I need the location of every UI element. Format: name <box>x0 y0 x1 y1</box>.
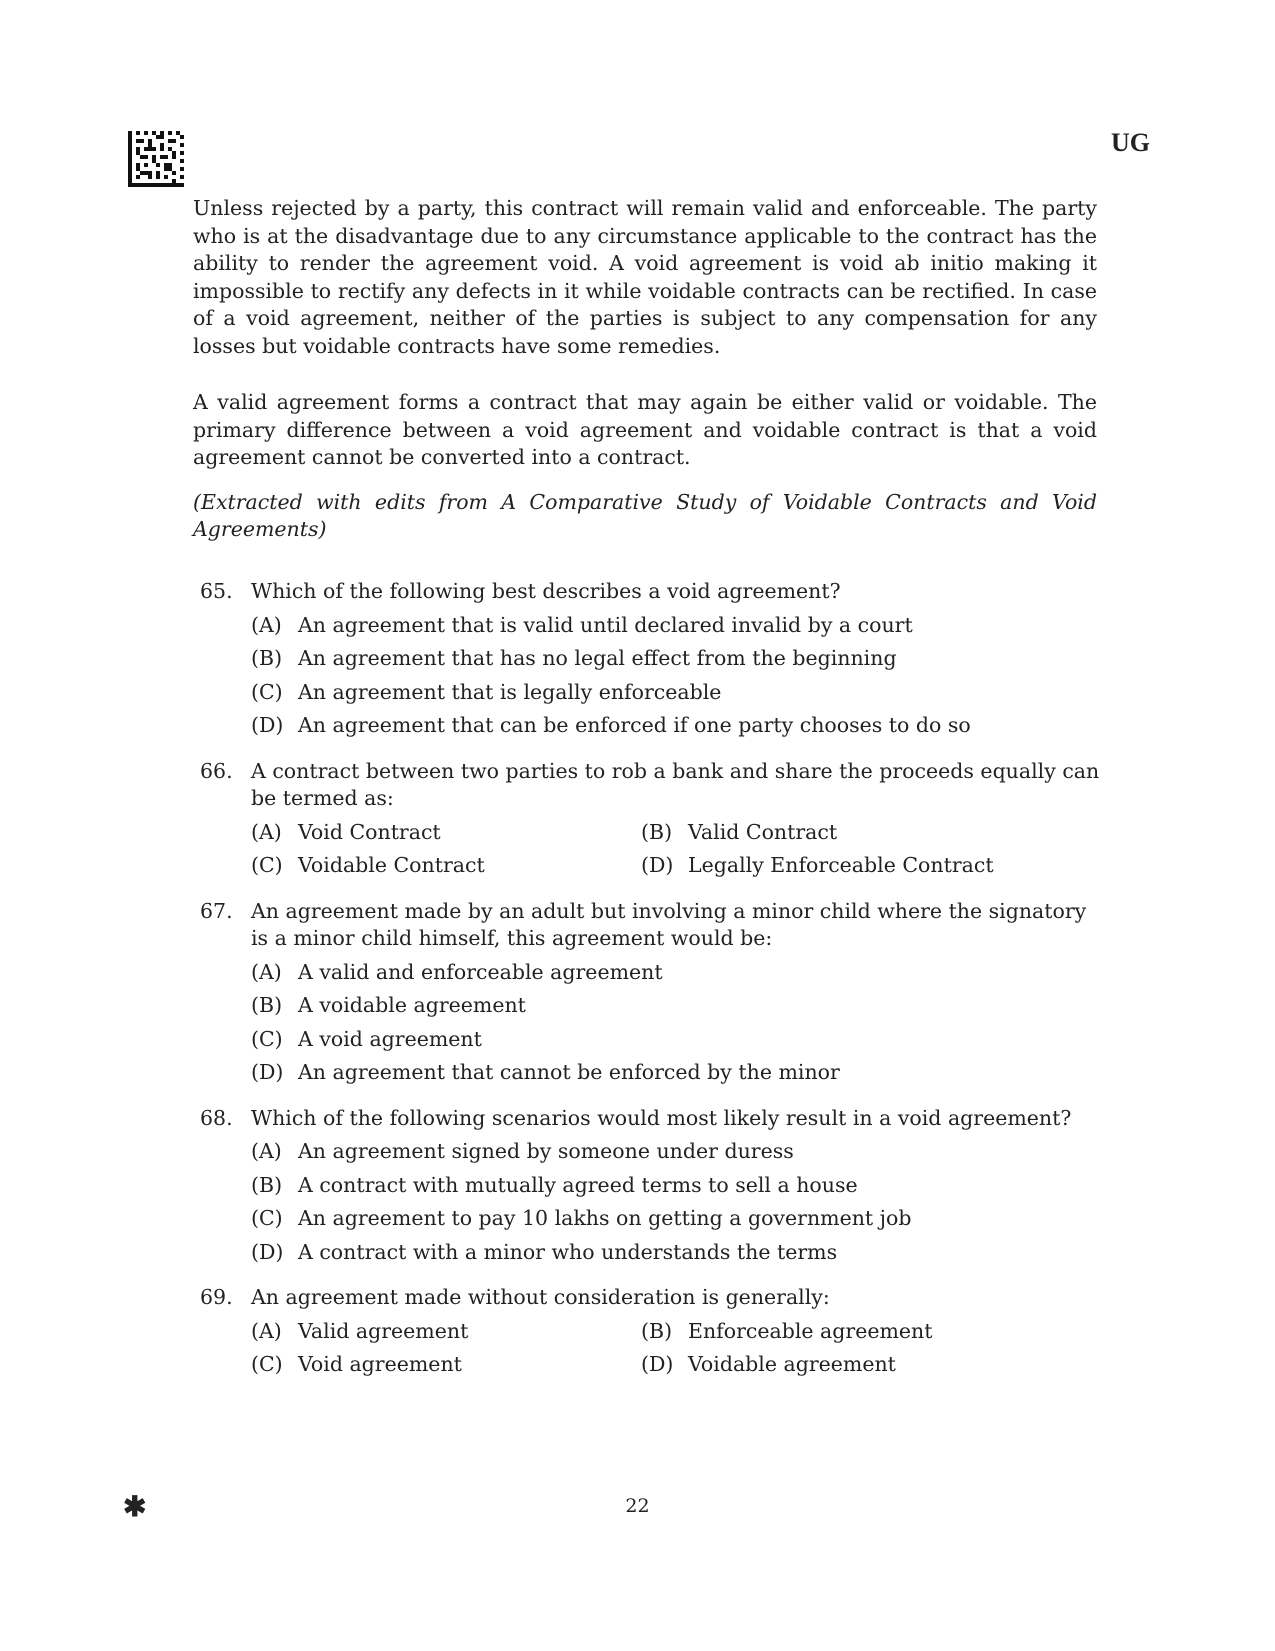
passage-paragraph: A valid agreement forms a contract that may again be either valid or voidable. The primary difference between a void agreement and voidable contract is that a void agreement cannot be converted into a contract. <box>193 390 1097 469</box>
question-68 <box>200 1105 1100 1267</box>
option-letter: (A) <box>251 612 282 637</box>
option-letter: (C) <box>251 1352 283 1376</box>
option-text: A valid and enforceable agreement <box>298 959 663 984</box>
option-letter: (C) <box>251 1206 283 1230</box>
option-text: Voidable Contract <box>298 853 485 877</box>
option-letter: (B) <box>251 1172 283 1197</box>
option-text: Voidable agreement <box>688 1352 896 1376</box>
option-letter: (A) <box>251 959 282 984</box>
star-icon: ✱ <box>123 1490 147 1523</box>
option-b <box>641 1318 1041 1346</box>
question-66 <box>200 758 1100 880</box>
option-b <box>251 645 1100 673</box>
option-letter: (B) <box>641 819 673 844</box>
option-text: An agreement signed by someone under duress <box>298 1139 794 1163</box>
option-text: Enforceable agreement <box>688 1318 933 1343</box>
option-c <box>251 679 1100 707</box>
option-text: An agreement that is legally enforceable <box>298 679 722 704</box>
option-d <box>251 712 1100 740</box>
option-text: Valid Contract <box>688 819 838 844</box>
question-stem: An agreement made without consideration is generally: <box>251 1285 830 1309</box>
paper-tag: UG <box>1111 128 1150 157</box>
option-c <box>251 852 641 880</box>
option-text: Void Contract <box>298 819 441 844</box>
reading-passage <box>193 195 1097 544</box>
page-number: 22 <box>625 1495 650 1517</box>
option-text: An agreement that cannot be enforced by the minor <box>298 1060 840 1084</box>
option-letter: (A) <box>251 1318 282 1343</box>
option-text: An agreement that is valid until declared invalid by a court <box>298 612 913 637</box>
option-letter: (B) <box>251 646 283 670</box>
option-a <box>251 819 641 847</box>
option-b <box>251 992 1100 1020</box>
option-text: Void agreement <box>298 1352 462 1376</box>
option-letter: (D) <box>251 1060 284 1084</box>
question-stem: Which of the following best describes a void agreement? <box>251 579 841 603</box>
option-letter: (D) <box>641 853 674 877</box>
question-number: 66. <box>200 758 233 783</box>
question-number: 67. <box>200 898 233 923</box>
option-letter: (A) <box>251 819 282 844</box>
option-b <box>251 1172 1100 1200</box>
option-letter: (A) <box>251 1139 282 1163</box>
passage-source: (Extracted with edits from A Comparative Study of Voidable Contracts and Void Agreements) <box>193 489 1097 541</box>
question-number: 65. <box>200 579 233 603</box>
question-stem: A contract between two parties to rob a bank and share the proceeds equally can be termed as: <box>251 758 1100 810</box>
option-text: A contract with a minor who understands the terms <box>298 1239 838 1264</box>
option-text: Legally Enforceable Contract <box>688 853 994 877</box>
question-number: 68. <box>200 1105 233 1130</box>
option-d <box>251 1059 1100 1087</box>
option-c <box>251 1026 1100 1054</box>
option-text: A contract with mutually agreed terms to sell a house <box>298 1172 858 1197</box>
option-letter: (C) <box>251 679 283 704</box>
option-c <box>251 1351 641 1379</box>
option-b <box>641 819 1041 847</box>
option-letter: (B) <box>251 993 283 1017</box>
question-list <box>200 578 1100 1397</box>
option-text: An agreement to pay 10 lakhs on getting a government job <box>298 1206 912 1230</box>
option-text: An agreement that has no legal effect from the beginning <box>298 646 897 670</box>
qr-code <box>128 131 184 187</box>
question-number: 69. <box>200 1285 233 1309</box>
option-letter: (B) <box>641 1318 673 1343</box>
question-65 <box>200 578 1100 740</box>
option-letter: (D) <box>641 1352 674 1376</box>
option-a <box>251 1138 1100 1166</box>
option-text: A void agreement <box>298 1026 482 1051</box>
option-d <box>641 1351 1041 1379</box>
option-a <box>251 1318 641 1346</box>
option-letter: (C) <box>251 1026 283 1051</box>
question-67 <box>200 898 1100 1087</box>
option-letter: (D) <box>251 713 284 737</box>
question-69 <box>200 1284 1100 1379</box>
option-letter: (C) <box>251 853 283 877</box>
question-stem: An agreement made by an adult but involving a minor child where the signatory is a minor child himself, this agreement would be: <box>251 898 1087 950</box>
option-a <box>251 612 1100 640</box>
option-letter: (D) <box>251 1239 284 1264</box>
option-a <box>251 959 1100 987</box>
passage-paragraph: Unless rejected by a party, this contract will remain valid and enforceable. The party who is at the disadvantage due to any circumstance applicable to the contract has the ability to render the agreement void. A void agreement is void ab initio making it impossible to rectify any defects in it while voidable contracts can be rectified. In case of a void agreement, neither of the parties is subject to any compensation for any losses but voidable contracts have some remedies. <box>193 196 1097 358</box>
option-d <box>641 852 1041 880</box>
option-text: An agreement that can be enforced if one party chooses to do so <box>298 713 971 737</box>
option-c <box>251 1205 1100 1233</box>
option-text: A voidable agreement <box>298 993 526 1017</box>
question-stem: Which of the following scenarios would most likely result in a void agreement? <box>251 1105 1072 1130</box>
option-text: Valid agreement <box>298 1318 469 1343</box>
option-d <box>251 1239 1100 1267</box>
